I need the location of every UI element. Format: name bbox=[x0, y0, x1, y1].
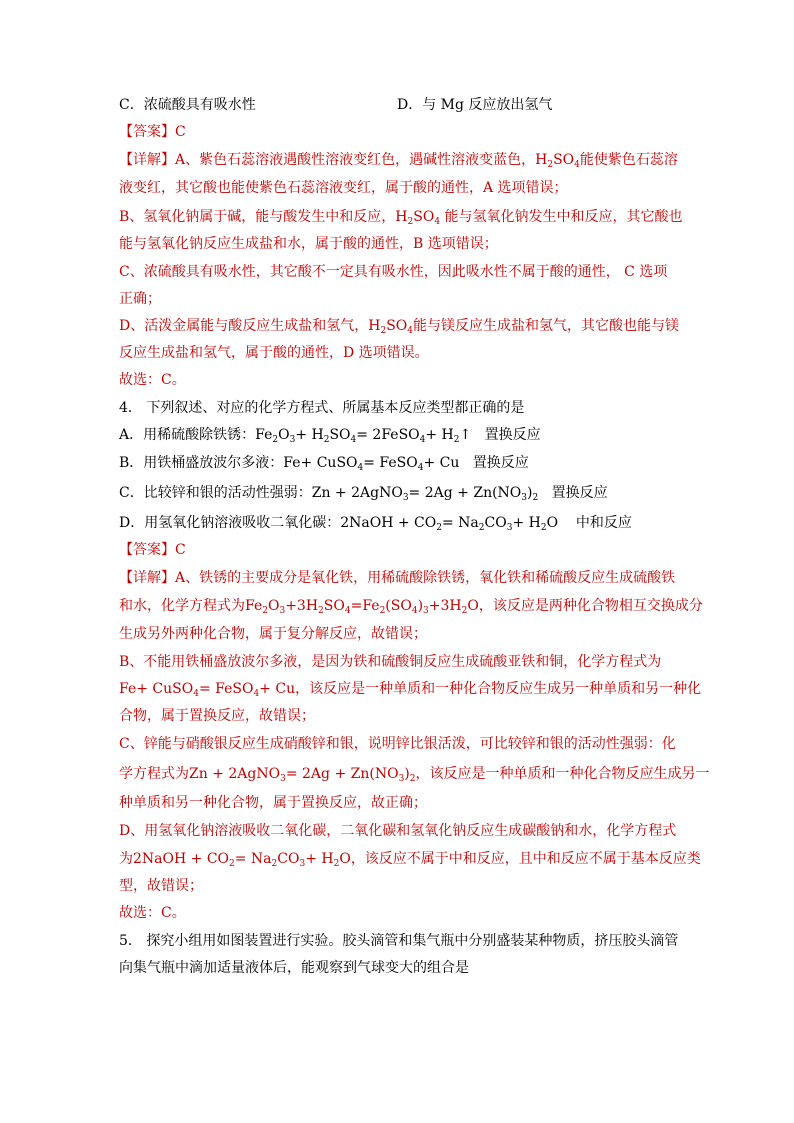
explanation-line: 为2NaOH + $CO_2= Na_2CO_3+ H_2O$，该反应不属于中和反应，且中和反应不属于基本反应类 bbox=[119, 851, 701, 869]
explanation-line: 生成另外两种化合物，属于复分解反应，故错误； bbox=[119, 626, 427, 642]
answer-line: 【答案】C bbox=[119, 542, 186, 558]
option-a: A．用稀硫酸除铁锈：$Fe_2O_3+ H_2SO_4=$ 2FeSO$_4$+ $H_2↑$ 置换反应 bbox=[119, 427, 541, 445]
explanation-line: 合物，属于置换反应，故错误； bbox=[119, 708, 315, 724]
explanation-line: Fe+ CuSO$_4$= FeSO$_4$+ Cu，该反应是一种单质和一种化合物反应生成另一种单质和另一种化 bbox=[119, 681, 702, 699]
option-b: B．用铁桶盛放波尔多液：Fe+ CuSO$_4$= FeSO$_4$+ Cu 置换反应 bbox=[119, 455, 529, 473]
question-5-stem: 5． 探究小组用如图装置进行实验。胶头滴管和集气瓶中分别盛装某种物质，挤压胶头滴管 bbox=[119, 933, 679, 949]
explanation-line: 能与氢氧化钠反应生成盐和水，属于酸的通性，B 选项错误； bbox=[119, 236, 498, 252]
option-c: C．浓硫酸具有吸水性 bbox=[119, 97, 256, 113]
explanation-line: 正确； bbox=[119, 291, 161, 307]
explanation-line: B、不能用铁桶盛放波尔多液，是因为铁和硫酸铜反应生成硫酸亚铁和铜，化学方程式为 bbox=[119, 654, 662, 670]
explanation-line: 液变红，其它酸也能使紫色石蕊溶液变红，属于酸的通性，A 选项错误； bbox=[119, 180, 568, 196]
explanation-line: 学方程式为Zn + 2AgNO$_3$= $2Ag + Zn(NO_3)_2$，该反应是一种单质和一种化合物反应生成另一 bbox=[119, 766, 710, 784]
explanation-line: D、活泼金属能与酸反应生成盐和氢气，$H_2SO_4$能与镁反应生成盐和氢气，其它酸也能与镁 bbox=[119, 318, 679, 336]
conclusion-line: 故选：C。 bbox=[119, 372, 186, 388]
option-d: D．与 Mg 反应放出氢气 bbox=[397, 97, 553, 113]
explanation-line: 【详解】A、铁锈的主要成分是氧化铁，用稀硫酸除铁锈，氧化铁和稀硫酸反应生成硫酸铁 bbox=[119, 570, 676, 586]
explanation-line: 【详解】A、紫色石蕊溶液遇酸性溶液变红色，遇碱性溶液变蓝色，$H_2SO_4$能使紫色石蕊溶 bbox=[119, 152, 678, 170]
question-4-stem: 4． 下列叙述、对应的化学方程式、所属基本反应类型都正确的是 bbox=[119, 400, 525, 416]
explanation-line: 和水，化学方程式为$Fe_2O_3+3H_2SO_4=Fe_2(SO_4)_3+3H_2O$，该反应是两种化合物相互交换成分 bbox=[119, 598, 703, 616]
option-d: D．用氢氧化钠溶液吸收二氧化碳：2NaOH + $CO_2= Na_2CO_3+ H_2O$ 中和反应 bbox=[119, 515, 632, 533]
explanation-line: 反应生成盐和氢气，属于酸的通性，D 选项错误。 bbox=[119, 345, 429, 361]
explanation-line: C、浓硫酸具有吸水性，其它酸不一定具有吸水性，因此吸水性不属于酸的通性， C 选项 bbox=[119, 264, 668, 280]
option-c: C．比较锌和银的活动性强弱：Zn + 2AgNO$_3$= $2Ag + Zn(NO_3)_2$ 置换反应 bbox=[119, 485, 608, 503]
question-5-stem: 向集气瓶中滴加适量液体后，能观察到气球变大的组合是 bbox=[119, 960, 469, 976]
explanation-line: C、锌能与硝酸银反应生成硝酸锌和银，说明锌比银活泼，可比较锌和银的活动性强弱：化 bbox=[119, 736, 676, 752]
explanation-line: D、用氢氧化钠溶液吸收二氧化碳，二氧化碳和氢氧化钠反应生成碳酸钠和水，化学方程式 bbox=[119, 823, 677, 839]
explanation-line: 型，故错误； bbox=[119, 878, 203, 894]
answer-line: 【答案】C bbox=[119, 124, 186, 140]
explanation-line: 种单质和另一种化合物，属于置换反应，故正确； bbox=[119, 795, 427, 811]
explanation-line: B、氢氧化钠属于碱，能与酸发生中和反应，$H_2SO_4$ 能与氢氧化钠发生中和反应，其它酸也 bbox=[119, 209, 683, 227]
conclusion-line: 故选：C。 bbox=[119, 905, 186, 921]
